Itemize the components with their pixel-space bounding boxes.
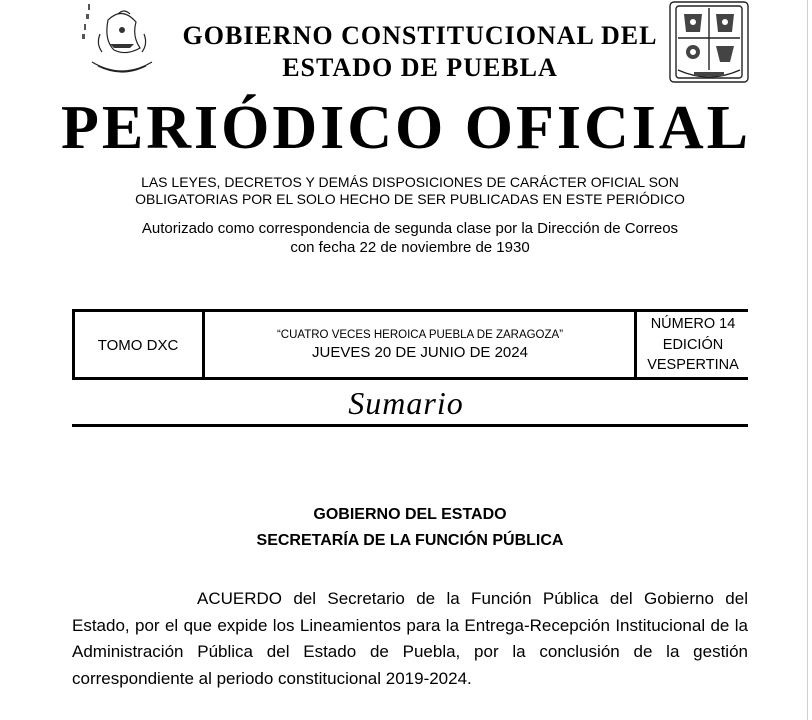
summary-heading: Sumario [348,385,464,421]
issue-number: NÚMERO 14 [650,316,736,333]
table-top-border [72,309,748,312]
issuing-body-line1: GOBIERNO DEL ESTADO [313,506,507,523]
page-edge [807,0,808,720]
legal-notice-line1: LAS LEYES, DECRETOS Y DEMÁS DISPOSICIONES DE CARÁCTER OFICIAL SON [141,174,679,190]
summary-rule [72,424,748,427]
tomo-cell: TOMO DXC [97,336,179,354]
table-divider-left [202,309,205,380]
legal-notice-line2: OBLIGATORIAS POR EL SOLO HECHO DE SER PUBLICADAS EN ESTE PERIÓDICO [135,191,685,207]
issuing-body [72,502,748,554]
government-title-line1: GOBIERNO CONSTITUCIONAL DEL [182,21,658,50]
government-title-line2: ESTADO DE PUEBLA [282,53,558,82]
agreement-paragraph: ACUERDO del Secretario de la Función Pública del Gobierno del Estado, por el que expide los Lineamientos para la Entrega-Recepción Institucional de la Administración Pública del Estado de Puebla, por la conclusión de la gestión correspondiente al periodo constitucional 2019-2024. [72,589,748,688]
edition-type: VESPERTINA [647,357,739,374]
government-title [160,20,680,84]
edition-label: EDICIÓN [662,336,724,353]
city-motto: “CUATRO VECES HEROICA PUEBLA DE ZARAGOZA” [276,329,564,341]
edition-cell [638,313,748,377]
issuing-body-line2: SECRETARÍA DE LA FUNCIÓN PÚBLICA [256,532,564,549]
newspaper-title: PERIÓDICO OFICIAL [60,94,751,162]
postal-authorization [60,219,760,257]
legal-notice [60,174,760,208]
postal-authorization-line2: con fecha 22 de noviembre de 1930 [290,239,530,256]
table-bottom-border [72,377,748,380]
date-cell [208,314,632,376]
table-divider-right [634,309,637,380]
publication-date: JUEVES 20 DE JUNIO DE 2024 [312,344,528,361]
postal-authorization-line1: Autorizado como correspondencia de segunda clase por la Dirección de Correos [141,220,679,237]
